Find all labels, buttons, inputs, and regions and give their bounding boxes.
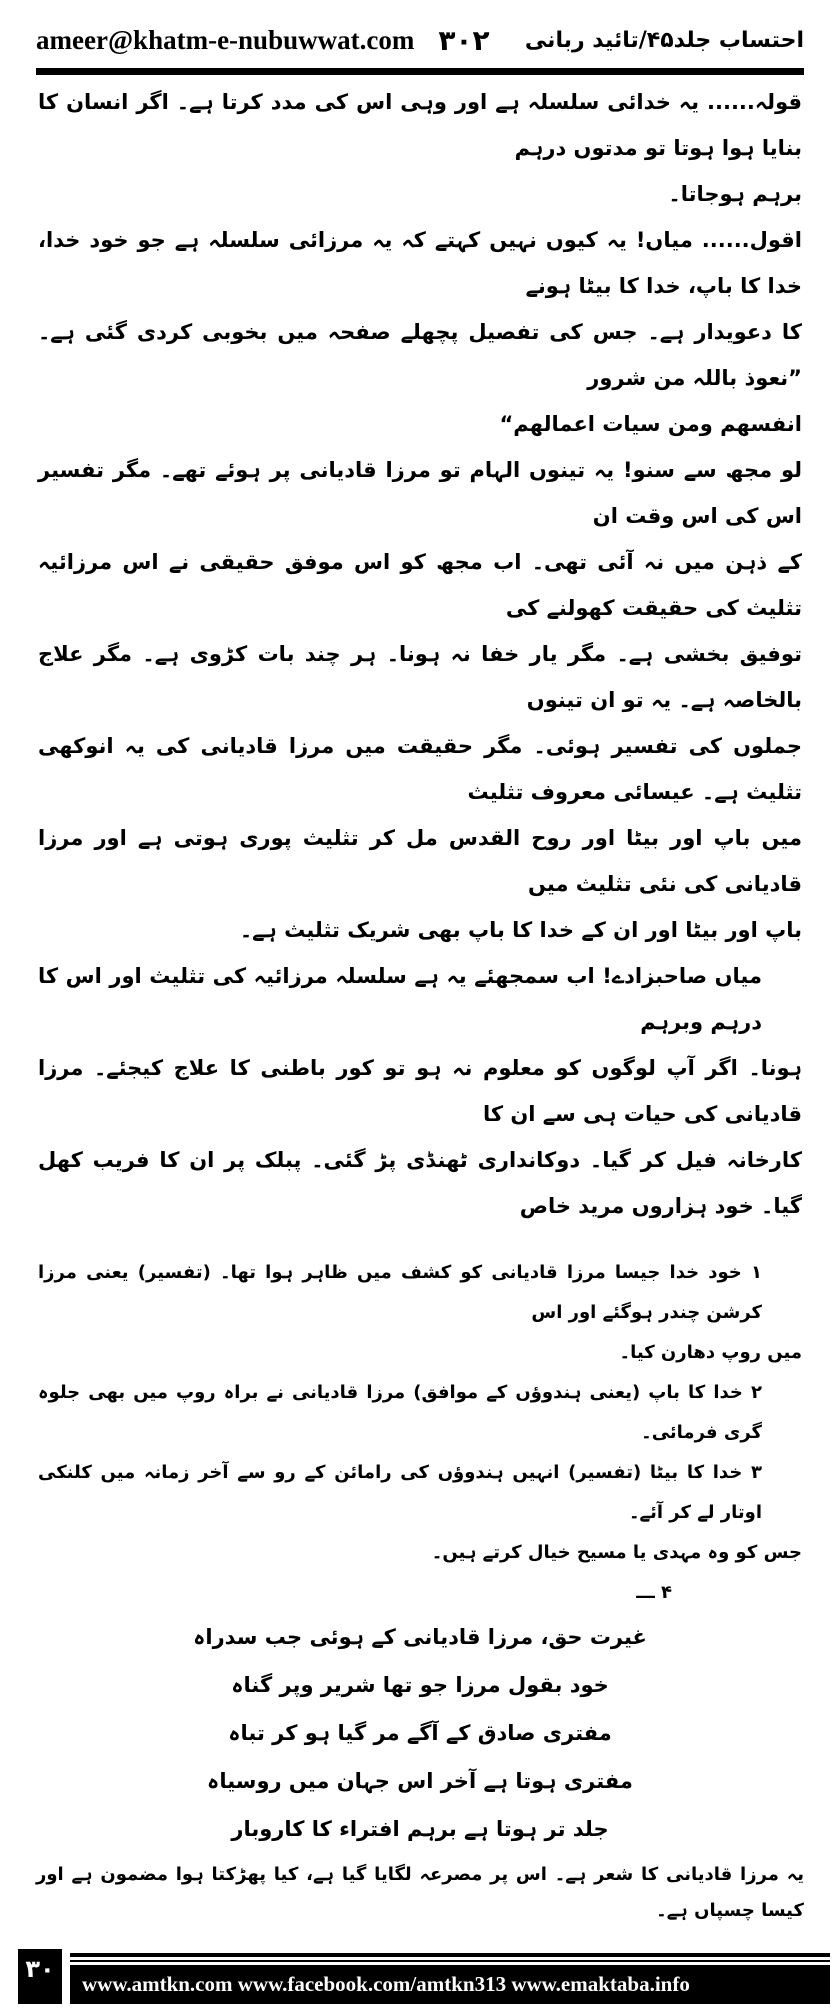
footnote-line: میں روپ دھارن کیا۔ [619, 1342, 802, 1363]
footer-rule [70, 1960, 830, 1962]
text-line: اقول...... میاں! یہ کیوں نہیں کہتے کہ یہ مرزائی سلسلہ ہے جو خود خدا، خدا کا باپ، خدا کا بیٹا ہونے [38, 228, 802, 298]
footnote-line: ۱ خود خدا جیسا مرزا قادیانی کو کشف میں ظاہر ہوا تھا۔ (تفسیر) یعنی مرزا کرشن چندر ہوگئے اور اس [38, 1262, 762, 1323]
poem-line: مفتری صادق کے آگے مر گیا ہو کر تباہ [228, 1721, 612, 1745]
text-line: جملوں کی تفسیر ہوئی۔ مگر حقیقت میں مرزا قادیانی کی یہ انوکھی تثلیث ہے۔ عیسائی معروف تثلیث [38, 734, 802, 804]
poem-line: جلد تر ہوتا ہے برہم افتراء کا کاروبار [231, 1817, 609, 1841]
footnote-mark: ۴ ـــ [636, 1582, 672, 1603]
text-line: کا دعویدار ہے۔ جس کی تفصیل پچھلے صفحہ میں بخوبی کردی گئی ہے۔ ”نعوذ باللہ من شرور [38, 320, 802, 390]
header-page-number: ۳۰۲ [438, 23, 490, 57]
text-line: میں باپ اور بیٹا اور روح القدس مل کر تثلیث پوری ہوتی ہے اور مرزا قادیانی کی نئی تثلیث میں [38, 826, 802, 896]
text-line: کے ذہن میں نہ آئی تھی۔ اب مجھ کو اس موفق حقیقی نے اس مرزائیہ تثلیث کی حقیقت کھولنے کی [38, 550, 802, 620]
text-line: میاں صاحبزادے! اب سمجھئے یہ ہے سلسلہ مرزائیہ کی تثلیث اور اس کا درہم وبرہم [38, 964, 762, 1034]
poem-line: خود بقول مرزا جو تھا شریر وپر گناہ [231, 1673, 609, 1697]
footnote-line: جس کو وہ مہدی یا مسیح خیال کرتے ہیں۔ [431, 1542, 802, 1563]
page-header [36, 0, 804, 62]
page-footer [18, 1949, 830, 2004]
footer-links: www.amtkn.com www.facebook.com/amtkn313 www.emaktaba.info [70, 1965, 830, 2004]
header-rule [36, 68, 804, 75]
closing-line: یہ مرزا قادیانی کا شعر ہے۔ اس پر مصرعہ لگایا گیا ہے، کیا پھڑکتا ہوا مضمون ہے اور کیسا چسپاں ہے۔ [36, 1864, 804, 1921]
text-line: باپ اور بیٹا اور ان کے خدا کا باپ بھی شریک تثلیث ہے۔ [239, 918, 802, 942]
text-line: لو مجھ سے سنو! یہ تینوں الہام تو مرزا قادیانی پر ہوئے تھے۔ مگر تفسیر اس کی اس وقت ان [38, 458, 802, 528]
footnote-line: ۲ خدا کا باپ (یعنی ہندوؤں کے موافق) مرزا قادیانی نے براہ روپ میں بھی جلوہ گری فرمائی۔ [38, 1382, 762, 1443]
footer-rule [70, 1953, 830, 1957]
main-text [36, 75, 804, 1613]
text-line: برہم ہوجاتا۔ [668, 182, 802, 206]
text-line: کارخانہ فیل کر گیا۔ دوکانداری ٹھنڈی پڑ گئی۔ پبلک پر ان کا فریب کھل گیا۔ خود ہزاروں مرید خاص [38, 1148, 802, 1218]
header-book-title: احتساب جلد۴۵/تائید ربانی [524, 27, 804, 53]
text-line: انفسھم ومن سیات اعمالھم“ [499, 412, 802, 436]
text-line: توفیق بخشی ہے۔ مگر یار خفا نہ ہونا۔ ہر چند بات کڑوی ہے۔ مگر علاج بالخاصہ ہے۔ یہ تو ان تینوں [38, 642, 802, 712]
header-email: ameer@khatm-e-nubuwwat.com [36, 24, 415, 55]
footnote-line: ۳ خدا کا بیٹا (تفسیر) انہیں ہندوؤں کی رامائن کے رو سے آخر زمانہ میں کلنکی اوتار لے کر آئے۔ [38, 1462, 762, 1523]
text-line: قولہ...... یہ خدائی سلسلہ ہے اور وہی اس کی مدد کرتا ہے۔ اگر انسان کا بنایا ہوا ہوتا تو مدتوں درہم [38, 90, 802, 160]
poem [36, 1613, 804, 1853]
poem-line: غیرت حق، مرزا قادیانی کے ہوئی جب سدراہ [193, 1625, 647, 1649]
footer-section-number: ۳۰ [18, 1949, 62, 2004]
text-line: ہونا۔ اگر آپ لوگوں کو معلوم نہ ہو تو کور باطنی کا علاج کیجئے۔ مرزا قادیانی کی حیات ہی سے ان کا [38, 1056, 802, 1126]
poem-line: مفتری ہوتا ہے آخر اس جہان میں روسیاہ [207, 1769, 633, 1793]
